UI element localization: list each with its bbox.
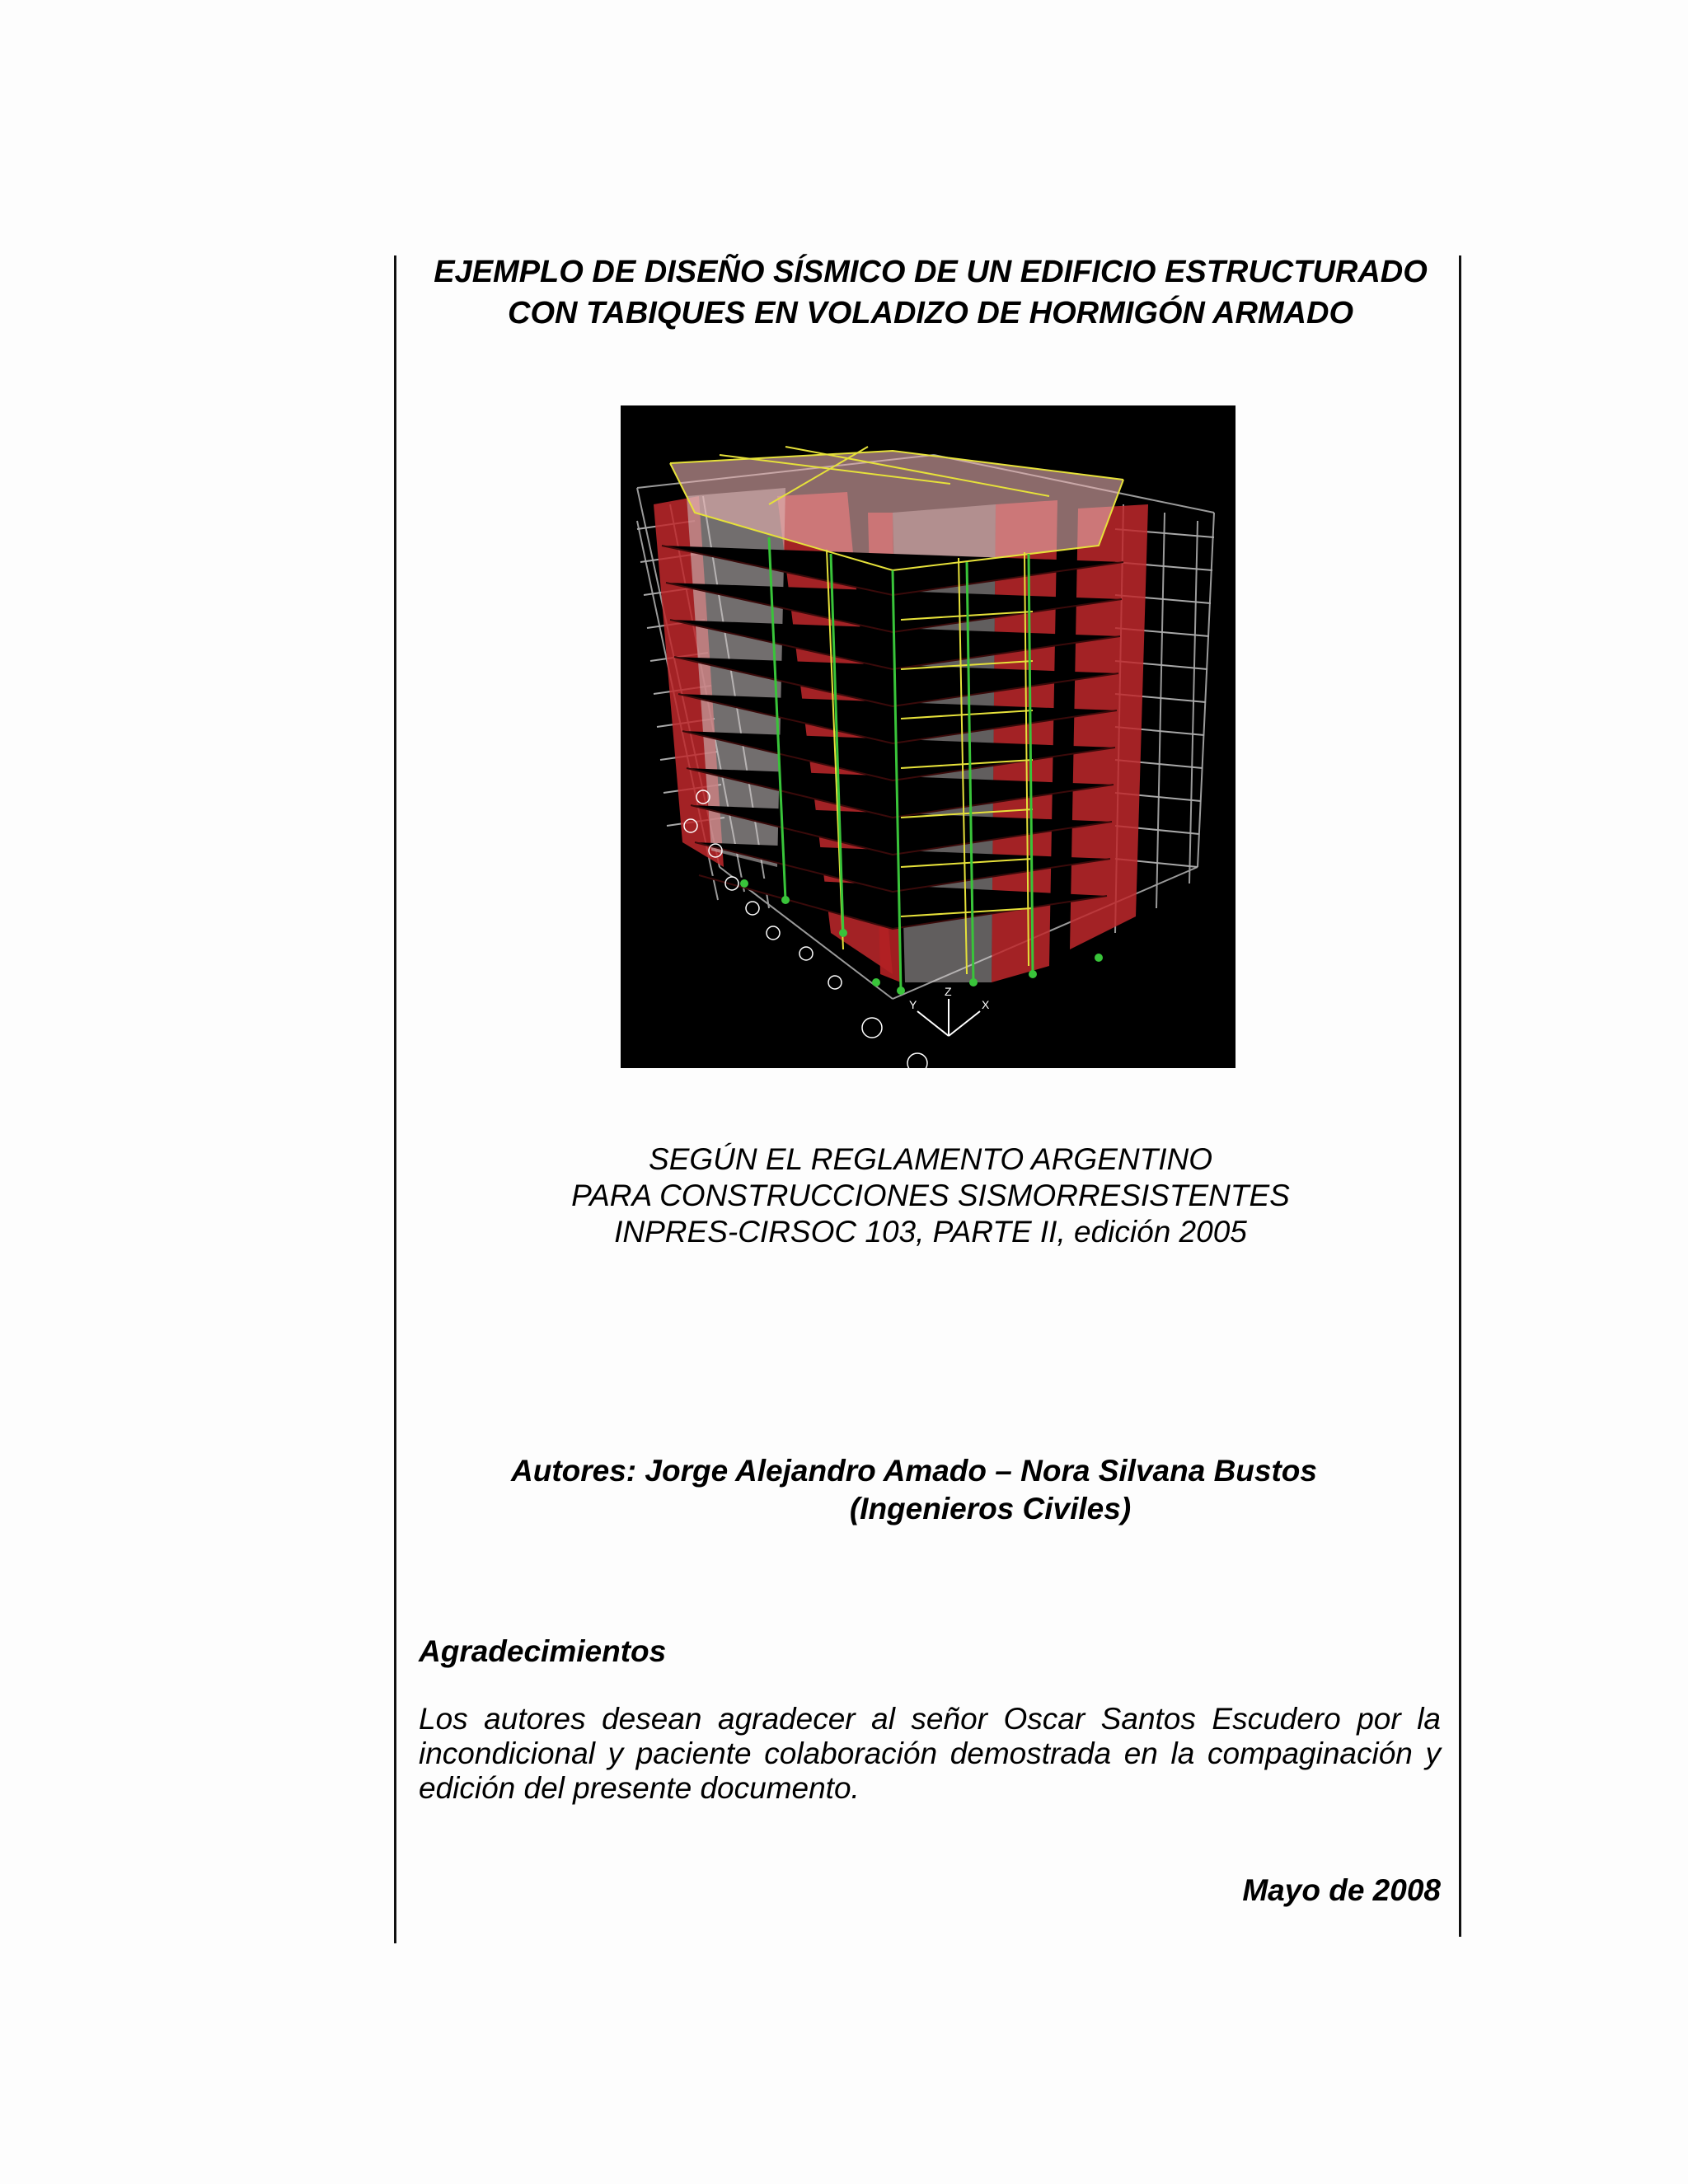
authors-names: Autores: Jorge Alejandro Amado – Nora Silvana Bustos xyxy=(511,1454,1317,1488)
document-title xyxy=(412,251,1449,334)
acknowledgments-heading: Agradecimientos xyxy=(419,1634,667,1668)
building-3d-model-image xyxy=(621,405,1236,1068)
authors-profession: (Ingenieros Civiles) xyxy=(849,1492,1132,1526)
title-line-2: CON TABIQUES EN VOLADIZO DE HORMIGÓN ARMADO xyxy=(508,296,1353,330)
subtitle-line-2: PARA CONSTRUCCIONES SISMORRESISTENTES xyxy=(571,1179,1290,1212)
subtitle-line-3: INPRES-CIRSOC 103, PARTE II, edición 2005 xyxy=(614,1215,1247,1249)
subtitle-line-1: SEGÚN EL REGLAMENTO ARGENTINO xyxy=(649,1142,1212,1176)
publication-date: Mayo de 2008 xyxy=(1242,1873,1441,1907)
title-line-1: EJEMPLO DE DISEÑO SÍSMICO DE UN EDIFICIO ESTRUCTURADO xyxy=(434,255,1428,289)
axis-triad xyxy=(917,999,980,1036)
right-border-rule xyxy=(1459,255,1461,1937)
axis-label-x: X xyxy=(982,998,990,1011)
acknowledgments-body: Los autores desean agradecer al señor Oscar Santos Escudero por la incondicional y paciente colaboración demostrada en la compaginación y edición del presente documento. xyxy=(419,1702,1441,1805)
left-border-rule xyxy=(394,255,396,1943)
regulation-subtitle xyxy=(412,1141,1449,1250)
axis-label-z: Z xyxy=(945,985,952,998)
building-model-drawing xyxy=(621,405,1236,1068)
axis-label-y: Y xyxy=(909,998,917,1011)
authors-block xyxy=(412,1452,1449,1528)
